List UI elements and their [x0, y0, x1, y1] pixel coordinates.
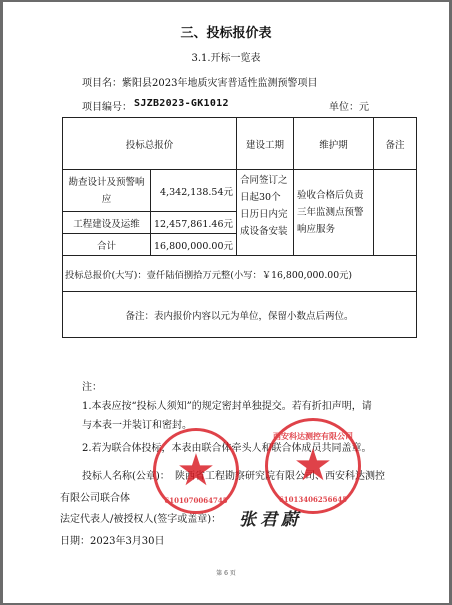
row-construction-label: 工程建设及运维	[63, 212, 151, 234]
maintenance-period-text: 验收合格后负责三年监测点预警响应服务	[294, 170, 374, 256]
header-remarks: 备注	[374, 118, 417, 170]
representative-label: 法定代表人/被授权人(签字或盖章)：	[60, 514, 222, 525]
note-2: 2.若为联合体投标，本表由联合体牵头人和联合体成员共同盖章。	[82, 443, 372, 454]
bidder-name-line-2: 有限公司联合体	[60, 493, 130, 504]
project-name: 项目名：紫阳县2023年地质灾害普适性监测预警项目	[82, 78, 318, 89]
handwritten-signature: 张君蔚	[239, 510, 302, 530]
seal-2-code: 61013406256645	[278, 495, 348, 504]
seal-1-code: 6101070064745	[164, 496, 228, 505]
header-total-price: 投标总报价	[63, 118, 237, 170]
seal-star-icon: ★	[176, 445, 216, 496]
row-survey-label: 勘查设计及预警响应	[63, 170, 151, 212]
unit-label: 单位：元	[329, 102, 369, 113]
document-page	[3, 2, 449, 603]
company-seal-2	[265, 418, 361, 514]
row-survey-value: 4,342,138.54元	[151, 170, 237, 212]
notes-title: 注：	[82, 382, 102, 393]
note-1-line-2: 与本表一并装订和密封。	[82, 420, 192, 431]
seal-2-text: 西安科达测控有限公司	[273, 431, 353, 441]
header-construction-period: 建设工期	[237, 118, 294, 170]
header-maintenance-period: 维护期	[294, 118, 374, 170]
row-construction-value: 12,457,861.46元	[151, 212, 237, 234]
construction-period-text: 合同签订之日起30个日历日内完成设备安装	[237, 170, 294, 256]
total-price-in-words: 投标总报价(大写)：壹仟陆佰捌拾万元整(小写：￥16,800,000.00元)	[63, 256, 417, 292]
remarks-cell	[374, 170, 417, 256]
section-subtitle: 3.1.开标一览表	[191, 53, 261, 64]
company-seal-1	[153, 428, 239, 514]
signing-date: 日期：2023年3月30日	[60, 536, 165, 547]
table-remark: 备注：表内报价内容以元为单位，保留小数点后两位。	[63, 292, 417, 338]
project-number: SJZB2023-GK1012	[134, 98, 229, 109]
project-number-label: 项目编号：	[82, 102, 132, 113]
row-total-value: 16,800,000.00元	[151, 234, 237, 256]
page-number: 第 6 页	[216, 570, 236, 577]
bidder-name-line-1: 陕西省工程勘察研究院有限公司、西安科达测控	[175, 471, 385, 482]
page-title: 三、投标报价表	[180, 26, 272, 41]
seal-star-icon: ★	[293, 440, 333, 491]
bid-price-table	[62, 117, 417, 338]
note-1-line-1: 1.本表应按“投标人须知”的规定密封单独提交。若有折扣声明，请	[82, 401, 372, 412]
bidder-label: 投标人名称(公章)：	[82, 471, 170, 482]
row-total-label: 合计	[63, 234, 151, 256]
